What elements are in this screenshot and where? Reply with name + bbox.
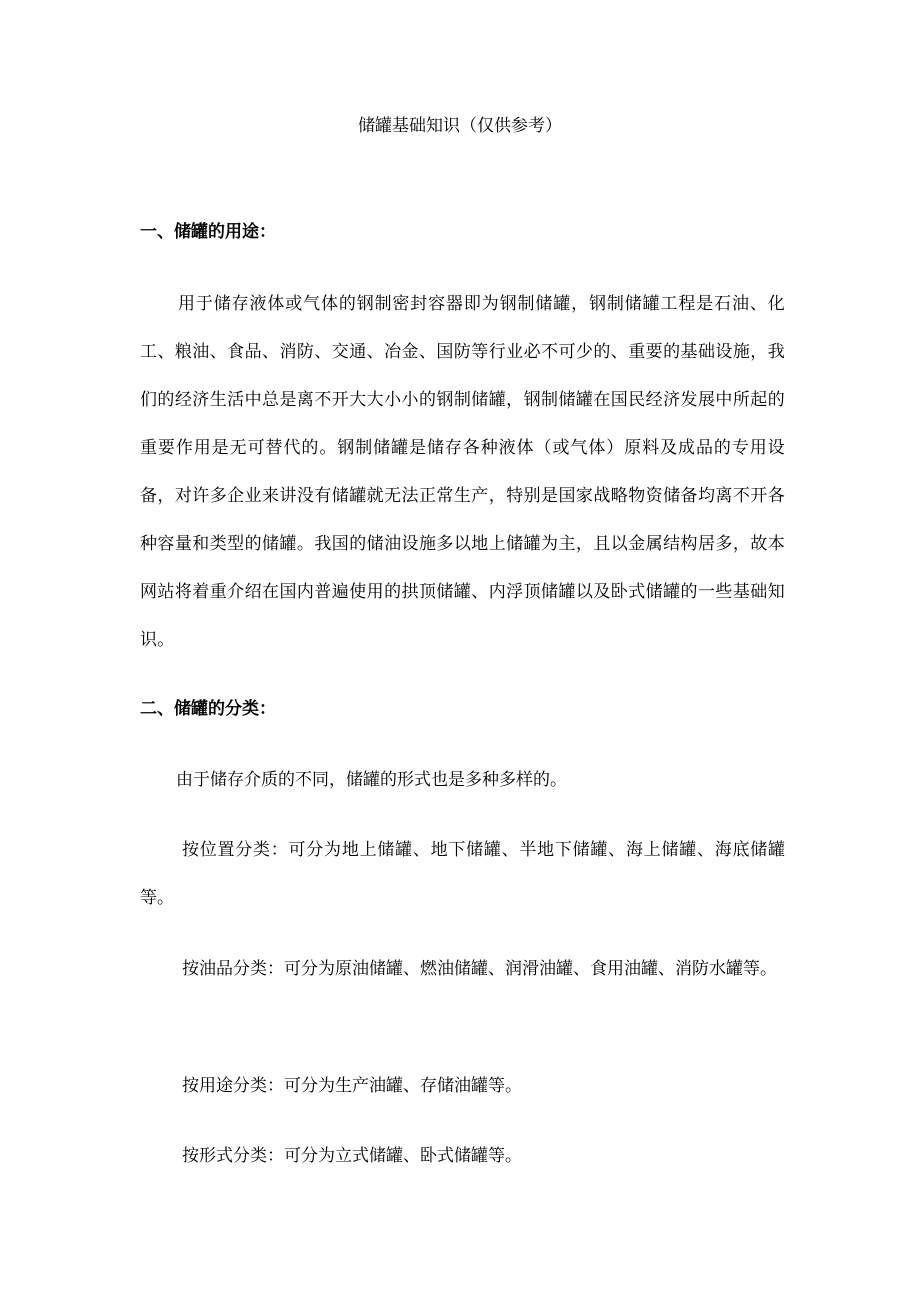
paragraph-usage: 用于储存液体或气体的钢制密封容器即为钢制储罐，钢制储罐工程是石油、化工、粮油、食品、消防、交通、冶金、国防等行业必不可少的、重要的基础设施，我们的经济生活中总是离不开大大小小的钢制储罐，钢制储罐在国民经济发展中所起的重要作用是无可替代的。钢制储罐是储存各种液体（或气体）原料及成品的专用设备，对许多企业来讲没有储罐就无法正常生产，特别是国家战略物资储备均离不开各种容量和类型的储罐。我国的储油设施多以地上储罐为主，且以金属结构居多，故本网站将着重介绍在国内普遍使用的拱顶储罐、内浮顶储罐以及卧式储罐的一些基础知识。 — [140, 294, 785, 650]
section-heading-usage: 一、储罐的用途： — [140, 222, 276, 242]
paragraph-by-position: 按位置分类：可分为地上储罐、地下储罐、半地下储罐、海上储罐、海底储罐等。 — [140, 840, 785, 908]
paragraph-by-oil-product: 按油品分类：可分为原油储罐、燃油储罐、润滑油罐、食用油罐、消防水罐等。 — [182, 959, 777, 979]
document-title: 储罐基础知识（仅供参考） — [358, 116, 562, 136]
paragraph-by-purpose: 按用途分类：可分为生产油罐、存储油罐等。 — [182, 1076, 522, 1096]
section-heading-classification: 二、储罐的分类： — [140, 699, 276, 719]
paragraph-classification-intro: 由于储存介质的不同，储罐的形式也是多种多样的。 — [176, 770, 567, 790]
paragraph-by-form: 按形式分类：可分为立式储罐、卧式储罐等。 — [182, 1146, 522, 1166]
